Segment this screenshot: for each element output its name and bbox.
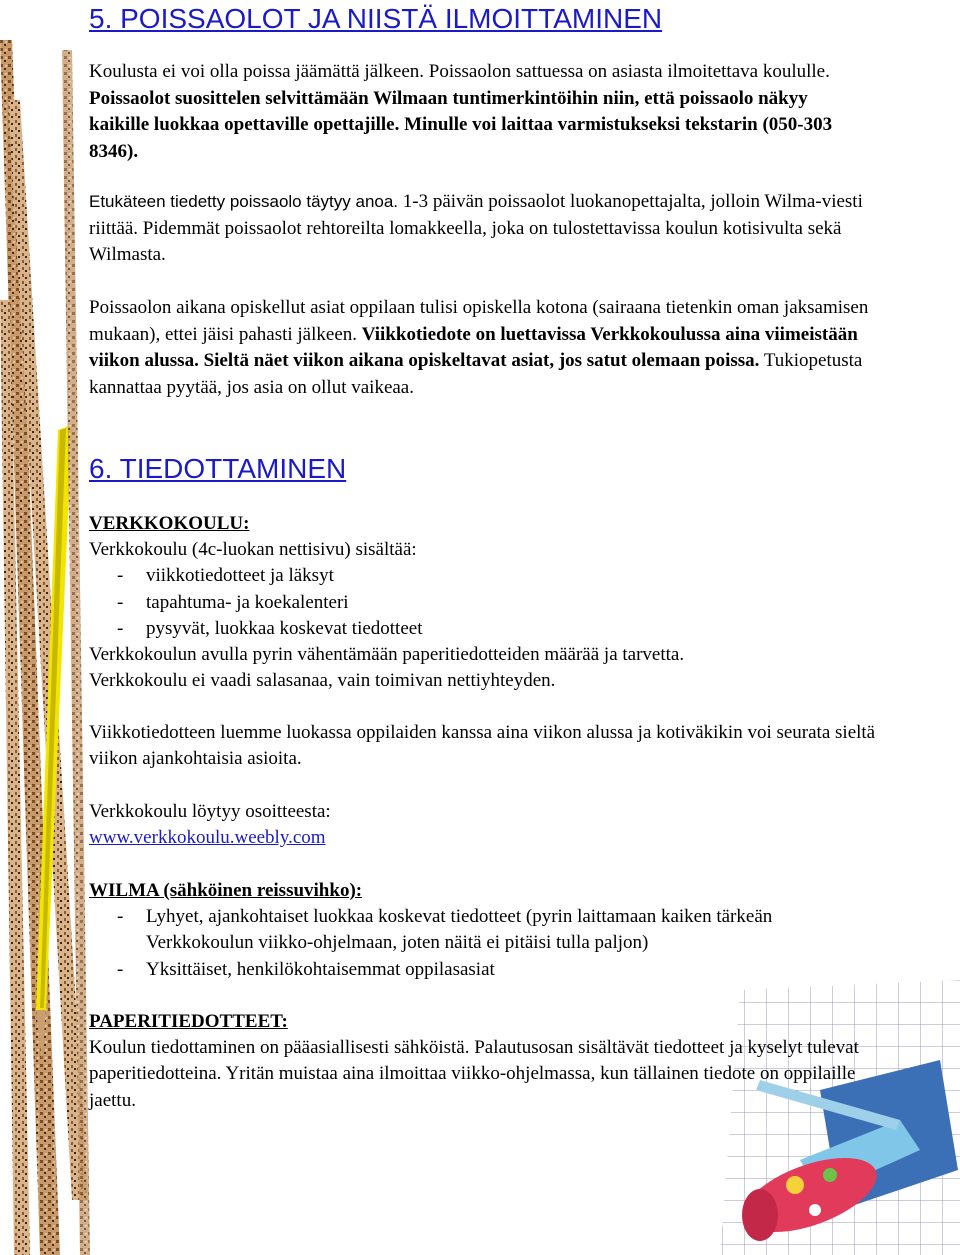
absence-wilma-instructions: Poissaolot suosittelen selvittämään Wilmaan tuntimerkintöihin niin, että poissaolo näkyy kaikille luokkaa opettaville opettajille. Minulle voi laittaa varmistukseksi tekstarin (050-303 8346). [89, 87, 833, 162]
verkkokoulu-title: VERKKOKOULU: [89, 513, 250, 534]
advance-absence-details: 1-3 päivän poissaolot luokanopettajalta, jolloin Wilma-viesti riittää. Pidemmät poissaolot rehtoreilta lomakkeella, joka on tulostettavissa koulun kotisivulta sekä Wilmasta. [89, 191, 863, 265]
verkkokoulu-link[interactable]: www.verkkokoulu.weebly.com [89, 827, 326, 849]
list-item: - tapahtuma- ja koekalenteri [89, 590, 879, 616]
verkkokoulu-intro: Verkkokoulu (4c-luokan nettisivu) sisältää: [89, 539, 417, 560]
address-label: Verkkokoulu löytyy osoitteesta: [89, 801, 331, 822]
pencils-illustration [0, 0, 96, 1255]
verkkokoulu-section [89, 511, 879, 695]
absence-paragraph-1 [89, 59, 869, 165]
list-item: - pysyvät, luokkaa koskevat tiedotteet [89, 616, 879, 642]
verkkokoulu-bulletin-paragraph: Viikkotiedotteen luemme luokassa oppilaiden kanssa aina viikon alussa ja kotiväkikin voi seurata sieltä viikon ajankohtaisia asioita. [89, 722, 876, 770]
paper-notices-section [89, 1009, 879, 1114]
absence-intro: Koulusta ei voi olla poissa jäämättä jälkeen. Poissaolon sattuessa on asiasta ilmoitettava koululle. [89, 61, 830, 82]
verkkokoulu-list [89, 563, 879, 642]
section-6-heading: 6. TIEDOTTAMINEN [89, 453, 347, 484]
list-item: - viikkotiedotteet ja läksyt [89, 563, 879, 589]
paper-notices-title: PAPERITIEDOTTEET: [89, 1011, 288, 1032]
list-item: - Lyhyet, ajankohtaiset luokkaa koskevat tiedotteet (pyrin laittamaan kaiken tärkeän Verkkokoulun viikko-ohjelmaan, joten näitä ei pitäisi tulla paljon) [89, 904, 879, 957]
paper-notices-text: Koulun tiedottaminen on pääasiallisesti sähköistä. Palautusosan sisältävät tiedotteet ja kyselyt tulevat paperitiedotteina. Yritän muistaa aina ilmoittaa viikko-ohjelmassa, kun tällainen tiedote on oppilaille jaettu. [89, 1037, 859, 1111]
weekly-bulletin-note: Viikkotiedote on luettavissa Verkkokoulussa aina viimeistään viikon alussa. Sieltä näet viikon aikana opiskeltavat asiat, jos satut olemaan poissa. [89, 323, 858, 371]
wilma-section [89, 878, 879, 983]
absence-paragraph-3 [89, 295, 879, 401]
verkkokoulu-line-1: Verkkokoulun avulla pyrin vähentämään paperitiedotteiden määrää ja tarvetta. [89, 644, 685, 666]
tutoring-note: Tukiopetusta kannattaa pyytää, jos asia on ollut vaikeaa. [89, 350, 863, 398]
advance-absence-note: Etukäteen tiedetty poissaolo täytyy anoa. [89, 192, 399, 211]
wilma-list [89, 904, 879, 983]
absence-study-note: Poissaolon aikana opiskellut asiat oppilaan tulisi opiskella kotona (sairaana tietenkin oman jaksamisen mukaan), ettei jäisi pahasti jälkeen. [89, 297, 869, 345]
absence-paragraph-2 [89, 189, 879, 269]
wilma-title: WILMA (sähköinen reissuvihko): [89, 880, 363, 901]
section-5-heading: 5. POISSAOLOT JA NIISTÄ ILMOITTAMINEN [89, 3, 663, 34]
verkkokoulu-line-2: Verkkokoulu ei vaadi salasanaa, vain toimivan nettiyhteyden. [89, 670, 556, 692]
verkkokoulu-address-block [89, 799, 879, 852]
list-item: - Yksittäiset, henkilökohtaisemmat oppilasasiat [89, 957, 879, 983]
